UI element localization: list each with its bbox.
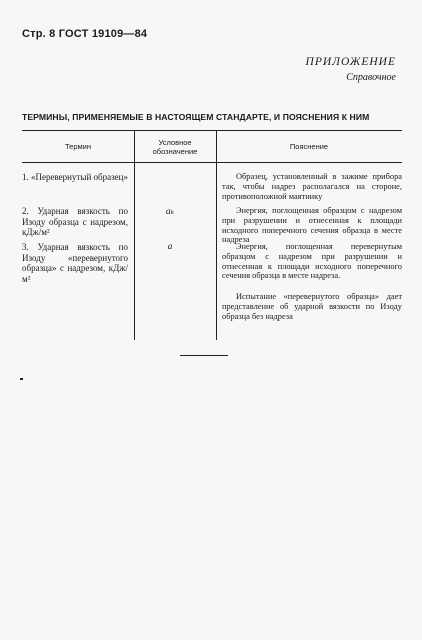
table-top-rule bbox=[22, 130, 402, 131]
header-term: Термин bbox=[65, 142, 91, 151]
term-cell: 1. «Перевернутый образец» bbox=[22, 172, 128, 182]
table-header-rule bbox=[22, 162, 402, 163]
symbol-cell: a bbox=[167, 242, 173, 252]
appendix-subtitle: Справочное bbox=[346, 72, 396, 83]
explanation-cell bbox=[222, 172, 402, 201]
page-header: Стр. 8 ГОСТ 19109—84 bbox=[22, 28, 148, 40]
explanation-text: Энергия, поглощенная образцом с надрезом при разрушении и отнесенная к площади исходного поперечного сечения образца в месте надреза bbox=[222, 206, 402, 245]
section-title: ТЕРМИНЫ, ПРИМЕНЯЕМЫЕ В НАСТОЯЩЕМ СТАНДАРТЕ, И ПОЯСНЕНИЯ К НИМ bbox=[22, 112, 370, 122]
header-explanation: Пояснение bbox=[289, 142, 329, 151]
header-symbol-line-2: обозначение bbox=[152, 147, 198, 156]
explanation-text: Испытание «перевернутого образца» дает представление об ударной вязкости по Изоду образца без надреза bbox=[222, 292, 402, 321]
end-rule bbox=[180, 355, 228, 356]
margin-mark bbox=[20, 378, 23, 380]
appendix-title: ПРИЛОЖЕНИЕ bbox=[305, 56, 396, 68]
term-cell: 2. Ударная вязкость по Изоду образца с надрезом, кДж/м² bbox=[22, 206, 128, 237]
header-symbol bbox=[134, 138, 216, 156]
column-divider bbox=[134, 130, 135, 340]
term-cell: 3. Ударная вязкость по Изоду «перевернутого образца» с надрезом, кДж/м² bbox=[22, 242, 128, 284]
explanation-cell bbox=[222, 242, 402, 281]
explanation-text: Образец, установленный в зажиме прибора так, чтобы надрез располагался на стороне, противоположной маятнику bbox=[222, 172, 402, 201]
explanation-cell bbox=[222, 206, 402, 245]
header-symbol-line-1: Условное bbox=[158, 138, 192, 147]
explanation-note bbox=[222, 292, 402, 321]
column-divider bbox=[216, 130, 217, 340]
symbol-cell: aₖ bbox=[165, 207, 175, 217]
appendix-block bbox=[306, 56, 396, 83]
explanation-text: Энергия, поглощенная перевернутым образцом с надрезом при разрушении и отнесенная к площади исходного поперечного сечения образца в месте надреза. bbox=[222, 242, 402, 281]
